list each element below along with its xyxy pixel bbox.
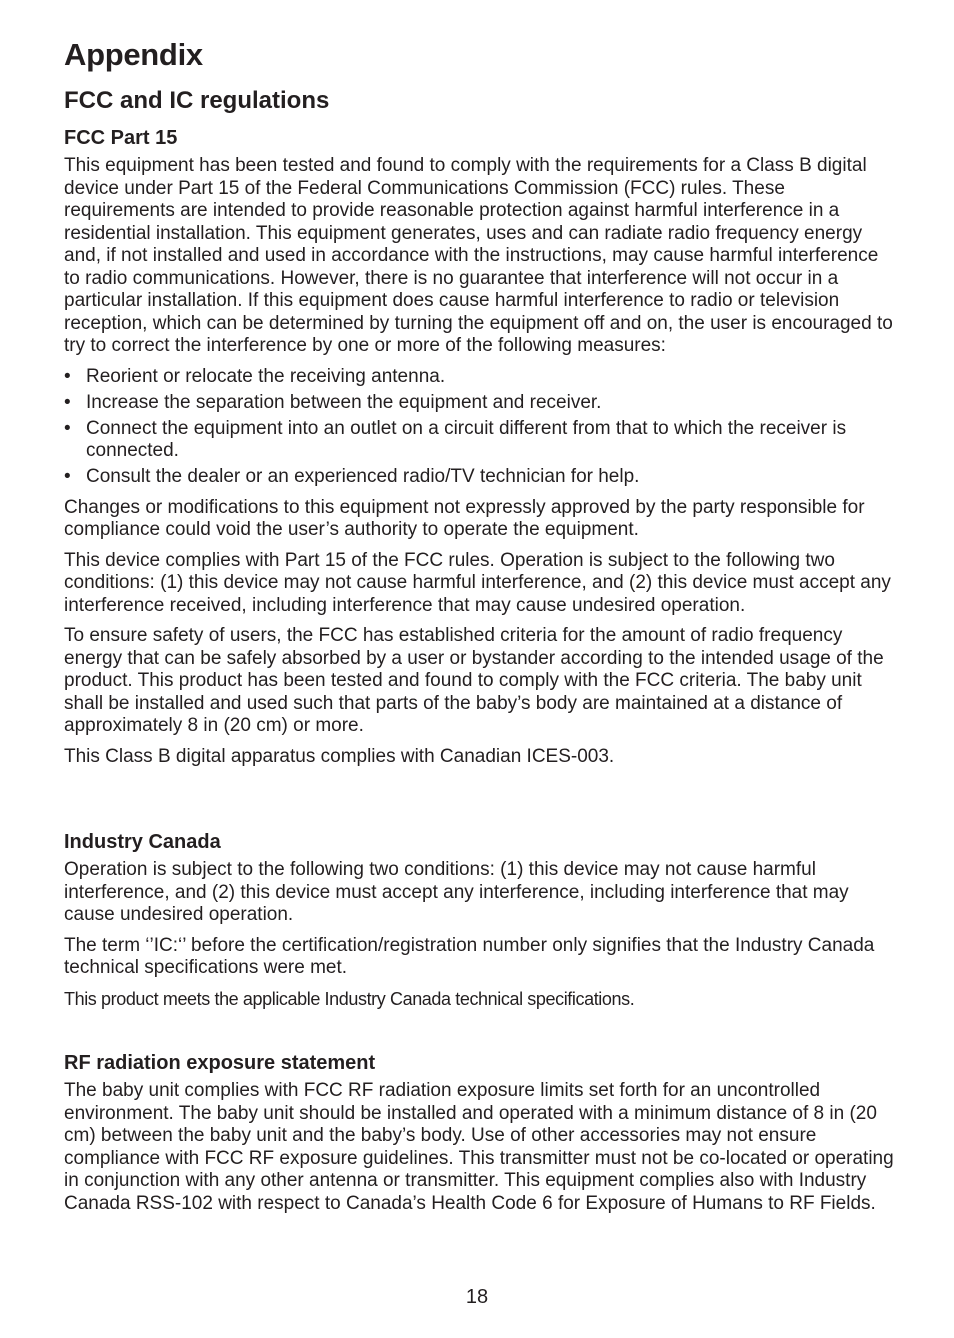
changes-paragraph: Changes or modifications to this equipment not expressly approved by the party responsible for compliance could void the user’s authority to operate the equipment. — [64, 496, 865, 540]
fcc-part15-section — [64, 126, 894, 768]
list-item: • Consult the dealer or an experienced radio/TV technician for help. — [64, 466, 640, 487]
ic-term-paragraph: The term ‘’IC:‘’ before the certification/registration number only signifies that the Industry Canada technical specifications were met. — [64, 934, 875, 978]
bullet-icon: • — [64, 466, 71, 487]
list-item: • Increase the separation between the equipment and receiver. — [64, 391, 602, 413]
complies-paragraph: This device complies with Part 15 of the FCC rules. Operation is subject to the following two conditions: (1) this device may not cause harmful interference, and (2) this device must accept any interference received, including interference that may cause undesired operation. — [64, 549, 891, 616]
section-heading: FCC and IC regulations — [64, 87, 330, 114]
rf-heading: RF radiation exposure statement — [64, 1052, 376, 1074]
industry-canada-section — [64, 830, 894, 1010]
rf-paragraph: The baby unit complies with FCC RF radiation exposure limits set forth for an uncontrolled environment. The baby unit should be installed and operated with a minimum distance of 8 in (20 cm) between the baby unit and the baby’s body. Use of other accessories may not ensure compliance with FCC RF exposure guidelines. This transmitter must not be co-located or operating in conjunction with any other antenna or transmitter. This equipment complies also with Industry Canada RSS-102 with respect to Canada’s Health Code 6 for Exposure of Humans to RF Fields. — [64, 1080, 894, 1214]
ices-paragraph: This Class B digital apparatus complies with Canadian ICES-003. — [64, 745, 615, 767]
bullet-icon: • — [64, 365, 71, 387]
ic-meets-paragraph: This product meets the applicable Industry Canada technical specifications. — [64, 988, 635, 1009]
bullet-icon: • — [64, 391, 71, 413]
measures-list — [64, 366, 894, 489]
ic-conditions-paragraph: Operation is subject to the following two conditions: (1) this device may not cause harmful interference, and (2) this device must accept any interference, including interference that may cause undesired operation. — [64, 859, 849, 925]
page-title: Appendix — [64, 37, 203, 72]
safety-paragraph: To ensure safety of users, the FCC has established criteria for the amount of radio frequency energy that can be safely absorbed by a user or bystander according to the intended usage of the product. This product has been tested and found to comply with the FCC criteria. The baby unit shall be installed and used such that parts of the baby’s body are maintained at a distance of approximately 8 in (20 cm) or more. — [64, 625, 884, 736]
rf-section — [64, 1051, 894, 1215]
fcc-part15-heading: FCC Part 15 — [64, 127, 178, 149]
list-item: • Connect the equipment into an outlet on a circuit different from that to which the receiver is connected. — [64, 417, 847, 461]
page-number: 18 — [465, 1286, 489, 1308]
list-item: • Reorient or relocate the receiving antenna. — [64, 365, 446, 387]
fcc-intro-paragraph: This equipment has been tested and found to comply with the requirements for a Class B digital device under Part 15 of the Federal Communications Commission (FCC) rules. These requirements are intended to provide reasonable protection against harmful interference in a residential installation. This equipment generates, uses and can radiate radio frequency energy and, if not installed and used in accordance with the instructions, may cause harmful interference to radio communications. However, there is no guarantee that interference will not occur in a particular installation. If this equipment does cause harmful interference to radio or television reception, which can be determined by turning the equipment off and on, the user is encouraged to try to correct the interference by one or more of the following measures: — [64, 155, 893, 356]
bullet-icon: • — [64, 417, 71, 439]
industry-canada-heading: Industry Canada — [64, 831, 221, 853]
